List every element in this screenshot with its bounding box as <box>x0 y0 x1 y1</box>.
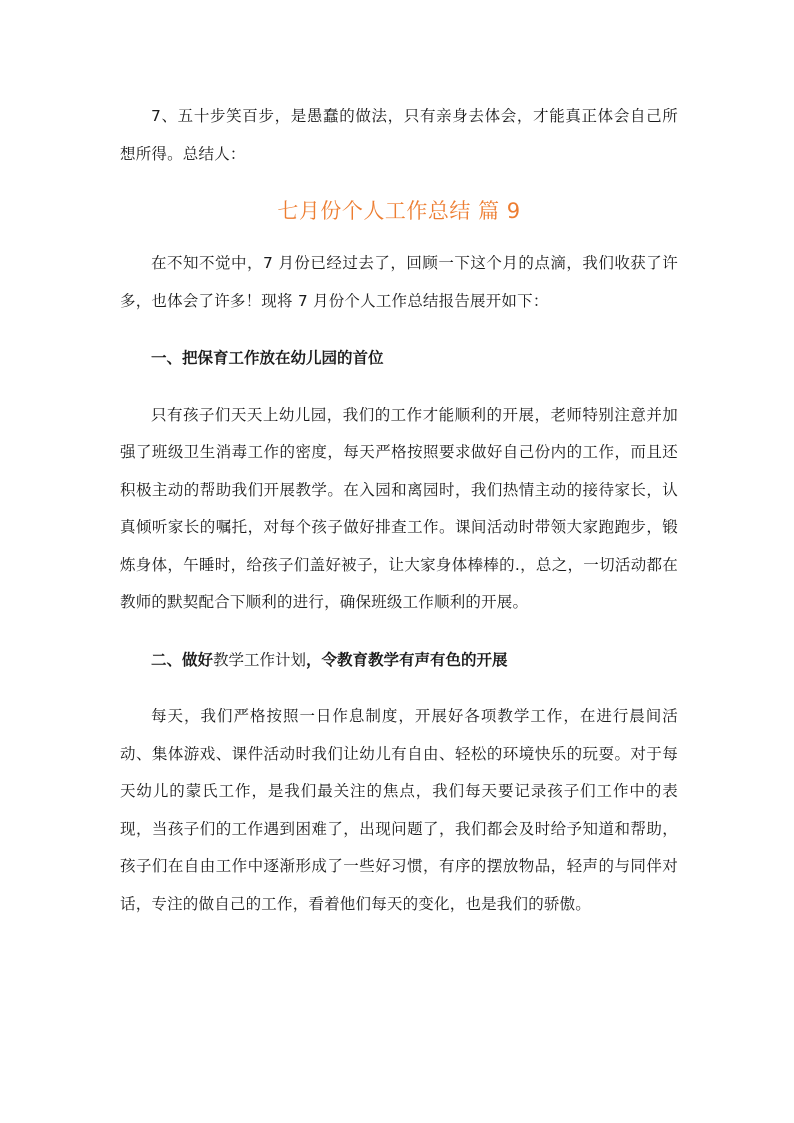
intro-paragraph: 7、五十步笑百步，是愚蠢的做法，只有亲身去体会，才能真正体会自己所想所得。总结人： <box>120 107 678 163</box>
section2-body: 每天，我们严格按照一日作息制度，开展好各项教学工作，在进行晨间活动、集体游戏、课件活动时我们让幼儿有自由、轻松的环境快乐的玩耍。对于每天幼儿的蒙氏工作，是我们最关注的焦点，我们每天要记录孩子们工作中的表现，当孩子们的工作遇到困难了，出现问题了，我们都会及时给予知道和帮助，孩子们在自由工作中逐渐形成了一些好习惯，有序的摆放物品，轻声的与同伴对话，专注的做自己的工作，看着他们每天的变化，也是我们的骄傲。 <box>120 707 678 913</box>
section2-heading-part3: ，令教育教学有声有色的开展 <box>306 650 508 669</box>
section1-body: 只有孩子们天天上幼儿园，我们的工作才能顺利的开展，老师特别注意并加强了班级卫生消毒工作的密度，每天严格按照要求做好自己份内的工作，而且还积极主动的帮助我们开展教学。在入园和离园时，我们热情主动的接待家长，认真倾听家长的嘱托，对每个孩子做好排查工作。课间活动时带领大家跑跑步，锻炼身体，午睡时，给孩子们盖好被子，让大家身体棒棒的.，总之，一切活动都在教师的默契配合下顺利的进行，确保班级工作顺利的开展。 <box>120 405 678 611</box>
opening-paragraph: 在不知不觉中，7 月份已经过去了，回顾一下这个月的点滴，我们收获了许多，也体会了许多！现将 7 月份个人工作总结报告展开如下： <box>120 254 678 310</box>
section2-heading-part1: 二、做好 <box>151 650 214 669</box>
document-page <box>120 98 678 923</box>
section2-heading-link: 教学工作计划 <box>213 650 307 669</box>
section2-heading <box>120 642 678 680</box>
section1-heading: 一、把保育工作放在幼儿园的首位 <box>151 349 384 367</box>
section-title: 七月份个人工作总结 篇 9 <box>277 199 521 223</box>
